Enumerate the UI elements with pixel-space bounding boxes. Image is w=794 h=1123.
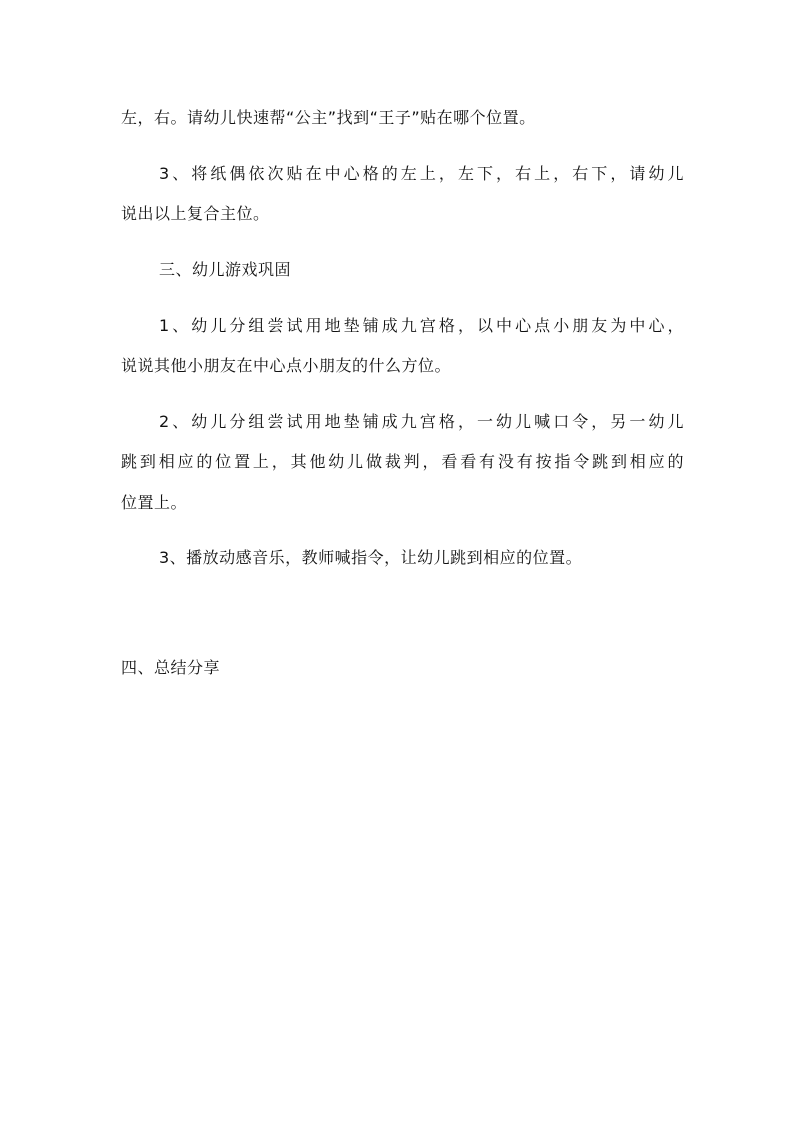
- text-line-1: 左，右。请幼儿快速帮“公主”找到“王子”贴在哪个位置。: [121, 108, 536, 127]
- text-line-9: 位置上。: [121, 493, 188, 512]
- text-line-3: 说出以上复合主位。: [121, 204, 270, 223]
- section-heading-3: 三、幼儿游戏巩固: [159, 260, 292, 279]
- text-line-2: 3、将纸偶依次贴在中心格的左上，左下，右上，右下，请幼儿: [159, 164, 684, 183]
- text-line-5: 1、幼儿分组尝试用地垫铺成九宫格，以中心点小朋友为中心，: [159, 316, 684, 335]
- section-heading-4: 四、总结分享: [121, 658, 221, 677]
- text-line-6: 说说其他小朋友在中心点小朋友的什么方位。: [121, 356, 452, 375]
- text-line-7: 2、幼儿分组尝试用地垫铺成九宫格，一幼儿喊口令，另一幼儿: [159, 412, 684, 431]
- text-line-8: 跳到相应的位置上，其他幼儿做裁判，看看有没有按指令跳到相应的: [121, 452, 684, 471]
- text-line-10: 3、播放动感音乐，教师喊指令，让幼儿跳到相应的位置。: [159, 548, 583, 567]
